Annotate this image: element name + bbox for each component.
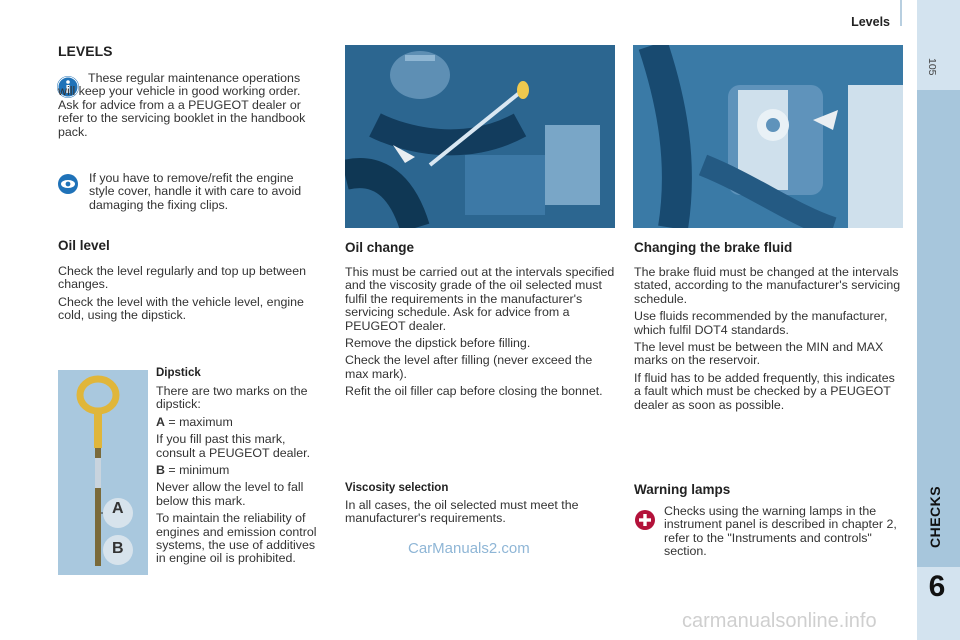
viscosity-text: In all cases, the oil selected must meet the manufacturer's requirements.	[345, 498, 579, 526]
viscosity-title: Viscosity selection	[345, 482, 449, 494]
oil-change-text-2: Remove the dipstick before filling.	[345, 336, 531, 351]
oil-level-text-2: Check the level with the vehicle level, engine cold, using the dipstick.	[58, 294, 304, 323]
header-title: Levels	[851, 15, 890, 29]
mark-b-letter: B	[156, 463, 165, 478]
header-divider	[900, 0, 902, 26]
plus-icon	[634, 509, 656, 531]
reliability-note: To maintain the reliability of engines and emission control systems, the use of additives in engine oil is prohibited.	[156, 511, 317, 566]
eye-note: If you have to remove/refit the engine style cover, handle it with care to avoid damaging the fixing clips.	[89, 171, 302, 212]
oil-level-text-1: Check the level regularly and top up between changes.	[58, 264, 306, 292]
brake-fluid-title: Changing the brake fluid	[634, 240, 793, 255]
brake-reservoir-photo	[633, 45, 903, 228]
oil-change-title: Oil change	[345, 240, 415, 255]
info-note: These regular maintenance operations will keep your vehicle in good working order. Ask for advice from a a PEUGEOT dealer or refer to the servicing booklet in the handbook pack.	[58, 71, 306, 139]
levels-title: LEVELS	[58, 43, 113, 59]
oil-change-text-4: Refit the oil filler cap before closing the bonnet.	[345, 384, 603, 399]
dipstick-illustration	[58, 370, 148, 575]
mark-a-text: = maximum	[164, 414, 233, 429]
eye-icon	[57, 173, 79, 195]
mark-b-note: Never allow the level to fall below this mark.	[156, 480, 304, 508]
dipstick-label-b: B	[112, 540, 124, 557]
warning-lamps-title: Warning lamps	[634, 482, 731, 497]
brake-fluid-text-2: Use fluids recommended by the manufacturer, which fulfil DOT4 standards.	[634, 309, 888, 337]
dipstick-title: Dipstick	[156, 367, 201, 379]
oil-change-text-1: This must be carried out at the intervals specified and the viscosity grade of the oil selected must fulfil the requirements in the manufacturer's servicing schedule. Ask for advice from a PEUGEOT dealer.	[345, 265, 615, 333]
watermark-carmanualsonline: carmanualsonline.info	[682, 610, 877, 632]
oil-filler-photo	[345, 45, 615, 228]
chapter-number: 6	[928, 570, 946, 603]
mark-a-letter: A	[156, 414, 165, 429]
brake-fluid-text-1: The brake fluid must be changed at the intervals stated, according to the manufacturer's servicing schedule.	[634, 265, 901, 306]
page-number: 105	[926, 58, 938, 76]
oil-level-title: Oil level	[58, 238, 110, 253]
brake-fluid-text-4: If fluid has to be added frequently, this indicates a fault which must be checked by a PEUGEOT dealer as soon as possible.	[634, 370, 895, 412]
warning-lamps-text: Checks using the warning lamps in the instrument panel is described in chapter 2, refer to the "Instruments and controls" section.	[664, 504, 897, 559]
mark-a-note: If you fill past this mark, consult a PEUGEOT dealer.	[156, 432, 311, 460]
chapter-name: CHECKS	[927, 485, 943, 548]
dipstick-intro: There are two marks on the dipstick:	[156, 384, 308, 412]
brake-fluid-text-3: The level must be between the MIN and MAX marks on the reservoir.	[634, 340, 884, 368]
watermark-carmanuals2: CarManuals2.com	[408, 540, 530, 557]
oil-change-text-3: Check the level after filling (never exceed the max mark).	[345, 353, 593, 381]
dipstick-label-a: A	[112, 500, 124, 517]
mark-b-text: = minimum	[164, 463, 230, 478]
